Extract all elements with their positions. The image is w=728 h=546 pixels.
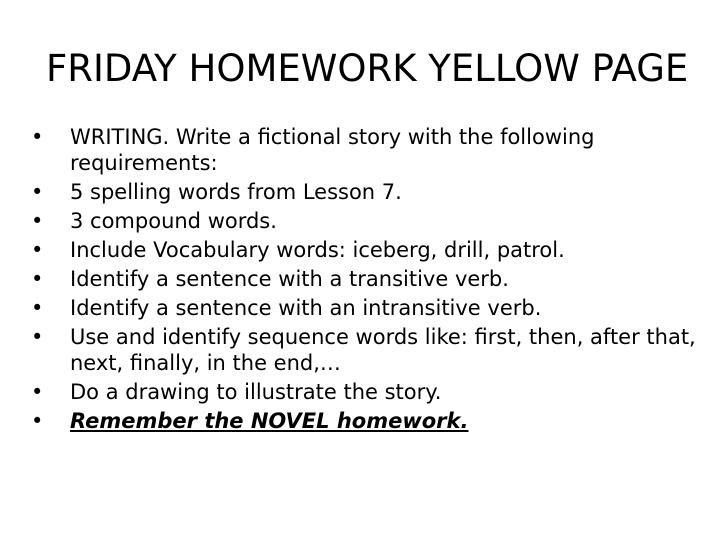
bullet-item-writing bbox=[28, 124, 708, 176]
bullet-item-intransitive bbox=[28, 295, 708, 321]
bullet-dot-icon: • bbox=[31, 380, 44, 404]
bullet-dot-icon: • bbox=[31, 209, 44, 233]
bullet-text: 3 compound words. bbox=[70, 209, 277, 233]
bullet-item-drawing bbox=[28, 379, 708, 405]
bullet-list bbox=[28, 124, 708, 437]
bullet-text: WRITING. Write a fictional story with the following requirements: bbox=[70, 125, 595, 175]
bullet-item-transitive bbox=[28, 266, 708, 292]
bullet-item-compound bbox=[28, 208, 708, 234]
bullet-dot-icon: • bbox=[31, 296, 44, 320]
bullet-text: 5 spelling words from Lesson 7. bbox=[70, 180, 402, 204]
bullet-text: Identify a sentence with a transitive verb. bbox=[70, 267, 509, 291]
bullet-item-sequence bbox=[28, 324, 708, 376]
bullet-text: Include Vocabulary words: iceberg, drill, patrol. bbox=[70, 238, 565, 262]
bullet-dot-icon: • bbox=[31, 267, 44, 291]
bullet-text: Use and identify sequence words like: first, then, after that, next, finally, in the end,… bbox=[70, 325, 696, 375]
bullet-dot-icon: • bbox=[31, 238, 44, 262]
bullet-dot-icon: • bbox=[31, 409, 44, 433]
bullet-dot-icon: • bbox=[31, 325, 44, 349]
bullet-item-vocabulary bbox=[28, 237, 708, 263]
bullet-text: Identify a sentence with an intransitive verb. bbox=[70, 296, 542, 320]
bullet-dot-icon: • bbox=[31, 125, 44, 149]
bullet-text: Remember the NOVEL homework. bbox=[70, 409, 469, 433]
bullet-item-spelling bbox=[28, 179, 708, 205]
bullet-dot-icon: • bbox=[31, 180, 44, 204]
bullet-item-novel-reminder bbox=[28, 408, 708, 434]
slide-title: FRIDAY HOMEWORK YELLOW PAGE bbox=[46, 47, 689, 90]
bullet-text: Do a drawing to illustrate the story. bbox=[70, 380, 442, 404]
